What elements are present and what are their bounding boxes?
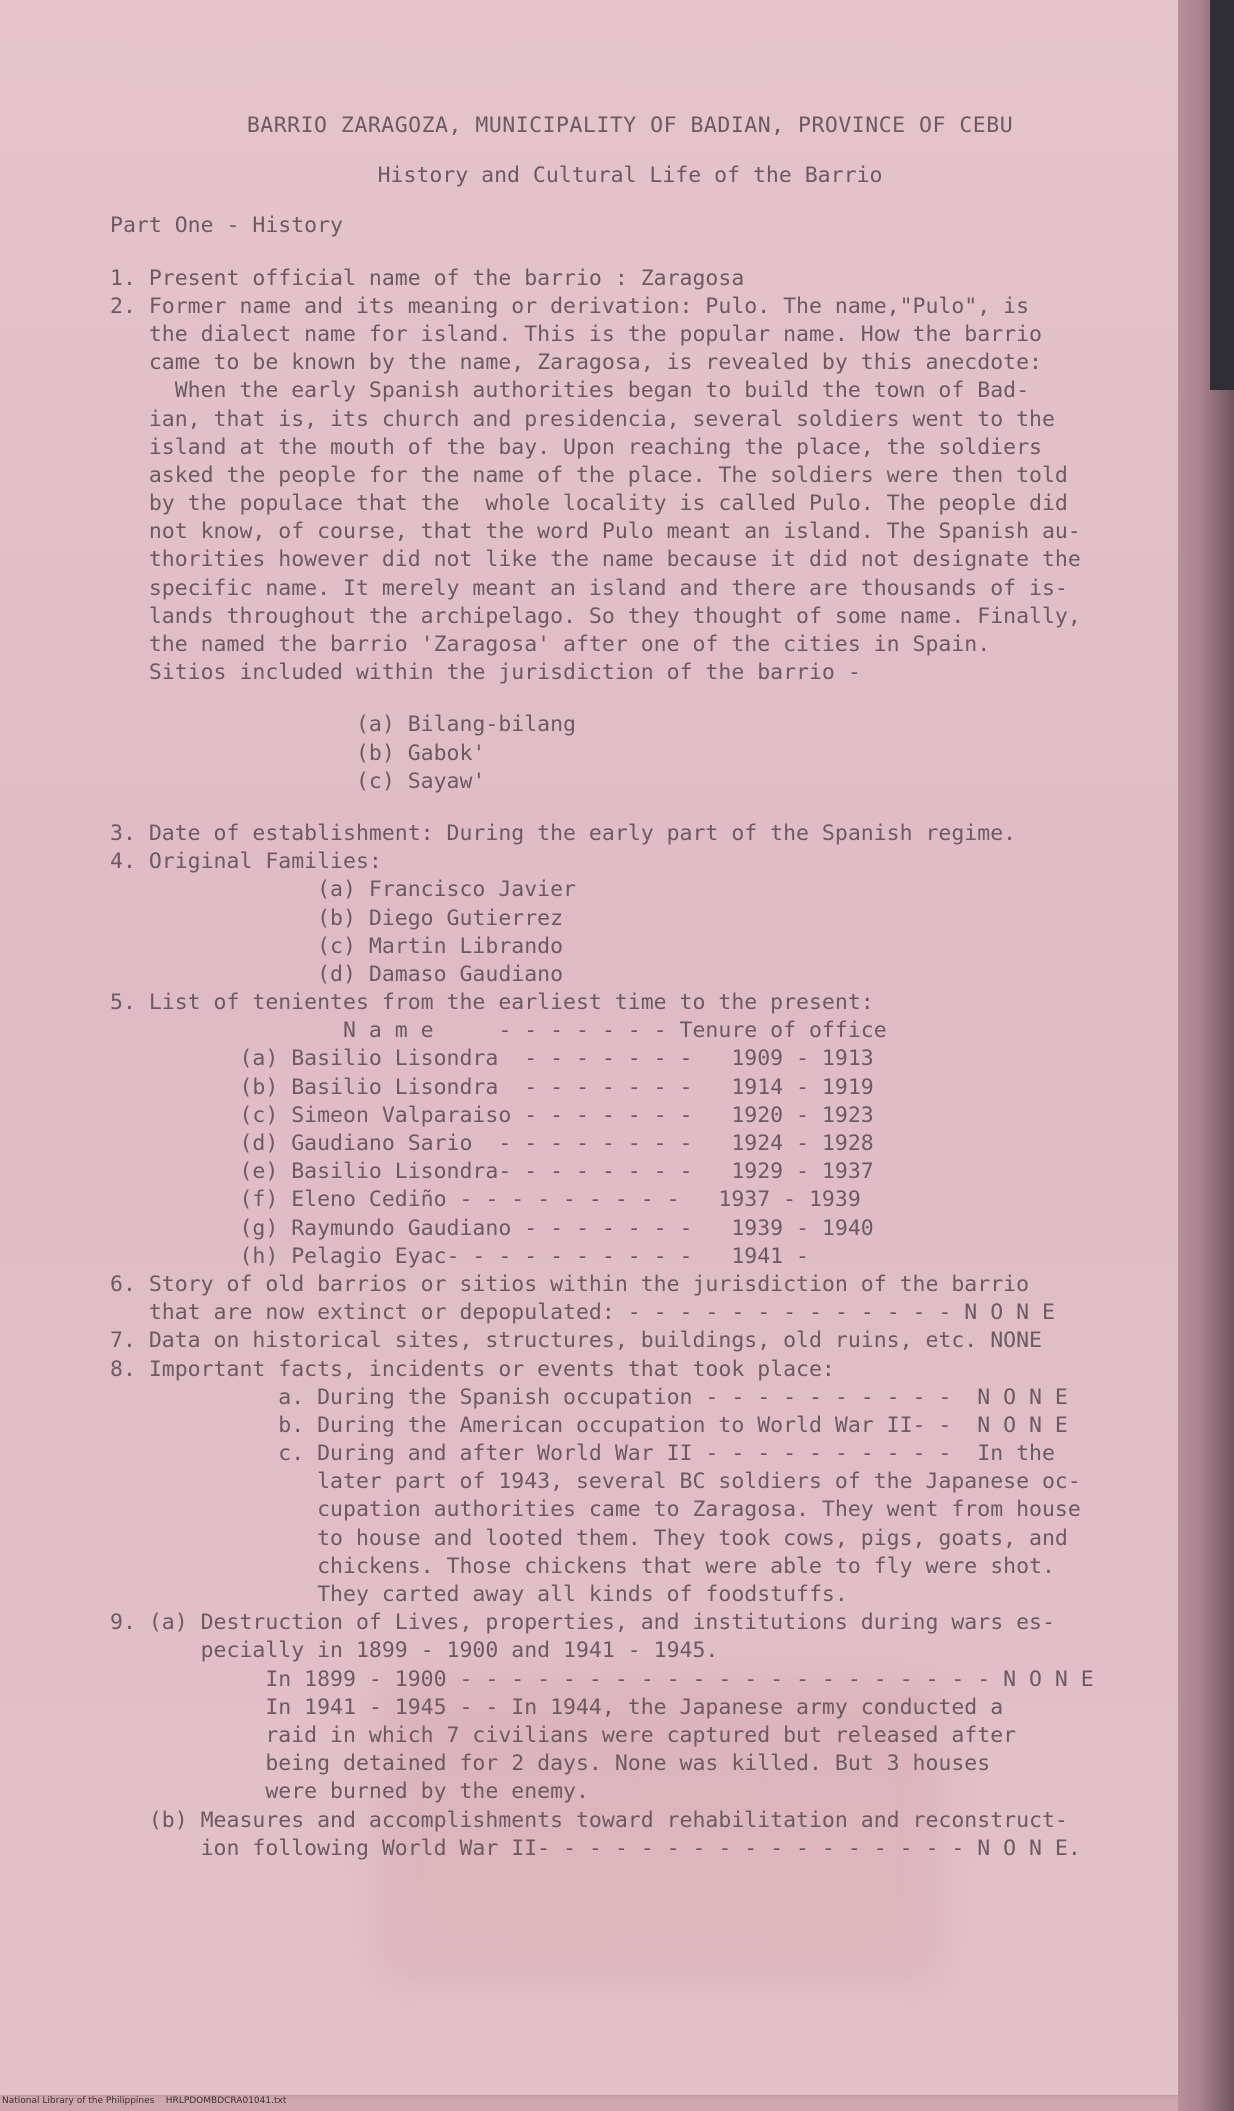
text-line: b. During the American occupation to World War II- - N O N E xyxy=(110,1412,1068,1438)
text-line: Sitios included within the jurisdiction of the barrio - xyxy=(110,660,861,686)
text-line: not know, of course, that the word Pulo meant an island. The Spanish au- xyxy=(110,519,1081,545)
text-line: (b) Basilio Lisondra - - - - - - - 1914 - 1919 xyxy=(110,1074,874,1100)
text-line: They carted away all kinds of foodstuffs. xyxy=(110,1582,848,1607)
text-line: (d) Gaudiano Sario - - - - - - - - 1924 - 1928 xyxy=(110,1131,874,1156)
text-line: were burned by the enemy. xyxy=(110,1779,589,1805)
item-9 xyxy=(110,1609,1150,1863)
text-line: (b) Measures and accomplishments toward rehabilitation and reconstruct- xyxy=(110,1807,1068,1833)
text-line: 5. List of tenientes from the earliest time to the present: xyxy=(110,990,874,1016)
text-line: ion following World War II- - - - - - - - - - - - - - - - - N O N E. xyxy=(110,1835,1081,1861)
text-line: raid in which 7 civilians were captured but released after xyxy=(110,1722,1017,1748)
sitios-list xyxy=(110,711,1150,796)
text-line: 6. Story of old barrios or sitios within the jurisdiction of the barrio xyxy=(110,1271,1030,1297)
item-3 xyxy=(110,820,1150,848)
item-5 xyxy=(110,989,1150,1017)
text-line: thorities however did not like the name because it did not designate the xyxy=(110,547,1081,573)
item-2 xyxy=(110,293,1150,688)
text-line: to house and looted them. They took cows, pigs, goats, and xyxy=(110,1525,1068,1551)
item-1 xyxy=(110,265,1150,293)
text-line: (a) Francisco Javier xyxy=(110,877,576,903)
text-line: pecially in 1899 - 1900 and 1941 - 1945. xyxy=(110,1638,719,1664)
text-line: 1. Present official name of the barrio : Zaragosa xyxy=(110,265,745,291)
item-4 xyxy=(110,848,1150,876)
items-6-to-8 xyxy=(110,1271,1150,1609)
text-line: island at the mouth of the bay. Upon reaching the place, the soldiers xyxy=(110,434,1042,460)
dark-tab xyxy=(1210,0,1234,390)
document-header: BARRIO ZARAGOZA, MUNICIPALITY OF BADIAN, PROVINCE OF CEBU xyxy=(246,113,1014,138)
text-line: a. During the Spanish occupation - - - - - - - - - - N O N E xyxy=(110,1384,1068,1410)
text-line: (a) Basilio Lisondra - - - - - - - 1909 - 1913 xyxy=(110,1046,874,1072)
text-line: the named the barrio 'Zaragosa' after one of the cities in Spain. xyxy=(110,632,991,657)
text-line: 3. Date of establishment: During the early part of the Spanish regime. xyxy=(110,820,1017,846)
text-line: (b) Gabok' xyxy=(110,740,486,766)
text-line: cupation authorities came to Zaragosa. They went from house xyxy=(110,1497,1081,1523)
families-list xyxy=(110,876,1150,989)
text-line: the dialect name for island. This is the popular name. How the barrio xyxy=(110,321,1042,347)
text-line: (c) Simeon Valparaiso - - - - - - - 1920 - 1923 xyxy=(110,1102,874,1128)
text-line: In 1899 - 1900 - - - - - - - - - - - - - - - - - - - - - N O N E xyxy=(110,1666,1094,1692)
text-line: (g) Raymundo Gaudiano - - - - - - - 1939 - 1940 xyxy=(110,1215,874,1241)
part-heading: Part One - History xyxy=(110,213,343,239)
text-line: by the populace that the whole locality is called Pulo. The people did xyxy=(110,491,1068,517)
text-line: 9. (a) Destruction of Lives, properties, and institutions during wars es- xyxy=(110,1610,1055,1636)
text-line: ian, that is, its church and presidencia, several soldiers went to the xyxy=(110,406,1055,432)
tenientes-list xyxy=(110,1045,1150,1271)
text-line: chickens. Those chickens that were able to fly were shot. xyxy=(110,1553,1055,1579)
text-line: 8. Important facts, incidents or events that took place: xyxy=(110,1356,835,1382)
text-line: 4. Original Families: xyxy=(110,849,382,875)
text-line: (h) Pelagio Eyac- - - - - - - - - - 1941 - xyxy=(110,1243,809,1269)
tenientes-header xyxy=(110,1017,1150,1045)
text-line: N a m e - - - - - - - Tenure of office xyxy=(110,1018,887,1044)
text-line: (c) Martin Librando xyxy=(110,933,564,959)
text-line: came to be known by the name, Zaragosa, is revealed by this anecdote: xyxy=(110,350,1042,376)
text-line: asked the people for the name of the place. The soldiers were then told xyxy=(110,462,1068,488)
text-line: 7. Data on historical sites, structures, buildings, old ruins, etc. NONE xyxy=(110,1328,1042,1354)
text-line: In 1941 - 1945 - - In 1944, the Japanese army conducted a xyxy=(110,1694,1004,1720)
footer-caption: National Library of the Philippines HRLPDOMBDCRA01041.txt xyxy=(2,2096,287,2106)
text-line: (a) Bilang-bilang xyxy=(110,712,576,738)
text-line: (b) Diego Gutierrez xyxy=(110,905,564,931)
text-line: 2. Former name and its meaning or derivation: Pulo. The name,"Pulo", is xyxy=(110,293,1030,319)
text-line: that are now extinct or depopulated: - - - - - - - - - - - - - N O N E xyxy=(110,1300,1055,1326)
document-text xyxy=(110,112,1150,1863)
text-line: (f) Eleno Cediño - - - - - - - - - 1937 - 1939 xyxy=(110,1187,861,1213)
text-line: specific name. It merely meant an island and there are thousands of is- xyxy=(110,575,1068,601)
text-line: (c) Sayaw' xyxy=(110,768,486,794)
text-line: being detained for 2 days. None was killed. But 3 houses xyxy=(110,1751,991,1777)
text-line: later part of 1943, several BC soldiers of the Japanese oc- xyxy=(110,1469,1081,1495)
text-line: c. During and after World War II - - - - - - - - - - In the xyxy=(110,1441,1055,1467)
document-title: History and Cultural Life of the Barrio xyxy=(377,163,883,189)
text-line: (e) Basilio Lisondra- - - - - - - - 1929 - 1937 xyxy=(110,1159,874,1185)
text-line: lands throughout the archipelago. So they thought of some name. Finally, xyxy=(110,603,1081,629)
text-line: When the early Spanish authorities began to build the town of Bad- xyxy=(110,378,1030,404)
text-line: (d) Damaso Gaudiano xyxy=(110,961,564,987)
